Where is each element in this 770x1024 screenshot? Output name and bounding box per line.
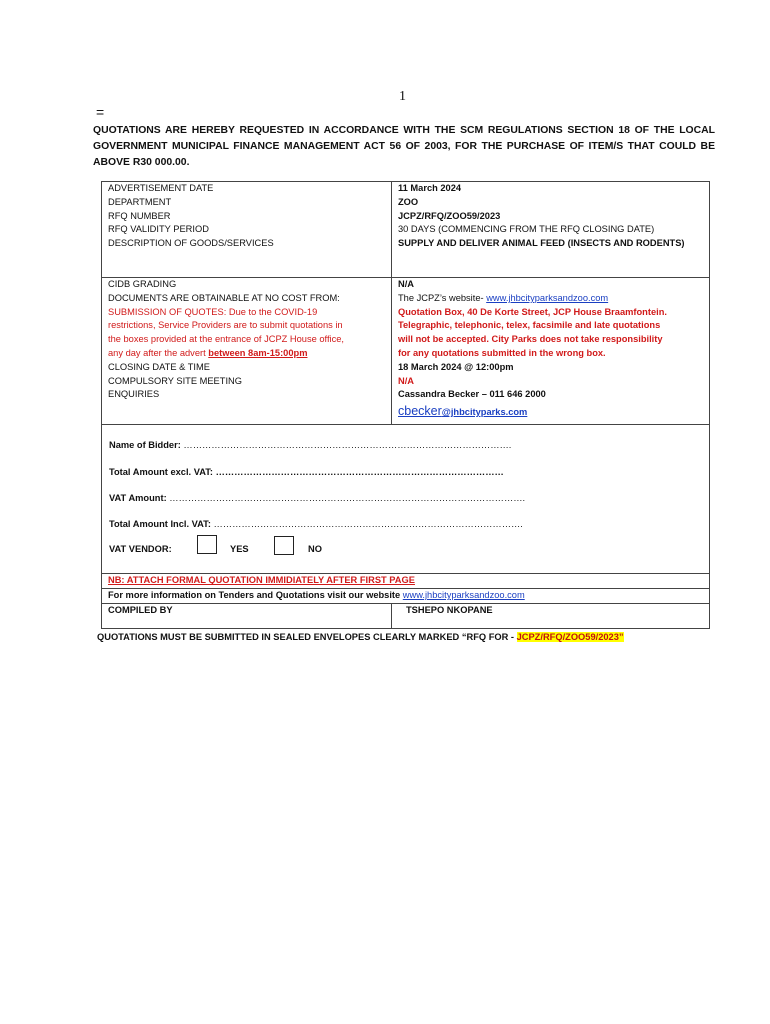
page-number: 1	[399, 89, 406, 104]
rfq-validity-label: RFQ VALIDITY PERIOD	[102, 223, 392, 237]
site-meeting-value: N/A	[392, 375, 710, 389]
enquiries-value	[392, 388, 710, 425]
footer-text: QUOTATIONS MUST BE SUBMITTED IN SEALED ENVELOPES CLEARLY MARKED “RFQ FOR -	[97, 632, 517, 642]
no-label: NO	[308, 544, 322, 555]
amount-incl-field[interactable]: ……………………………………………………………………………………….	[213, 519, 523, 530]
more-info	[102, 589, 710, 604]
bidder-name-field[interactable]: …………………………………………………………………………………………….	[183, 440, 512, 451]
row-nb-note	[102, 574, 710, 589]
documents-label: DOCUMENTS ARE OBTAINABLE AT NO COST FROM:	[102, 292, 392, 306]
rfq-number-label: RFQ NUMBER	[102, 210, 392, 224]
row-department	[102, 196, 710, 210]
cidb-value: N/A	[392, 277, 710, 291]
submission-value-line: Quotation Box, 40 De Korte Street, JCP House Braamfontein.	[398, 306, 667, 317]
more-info-text: For more information on Tenders and Quotations visit our website	[108, 590, 403, 601]
equals-mark: =	[96, 104, 105, 120]
row-description	[102, 237, 710, 251]
vat-amount-label: VAT Amount:	[109, 493, 170, 504]
enquiries-label: ENQUIRIES	[102, 388, 392, 425]
compiled-by-label: COMPILED BY	[102, 603, 392, 628]
documents-value-prefix: The JCPZ’s website-	[398, 292, 487, 303]
description-value: SUPPLY AND DELIVER ANIMAL FEED (INSECTS AND RODENTS)	[392, 237, 710, 251]
nb-note: NB: ATTACH FORMAL QUOTATION IMMIDIATELY AFTER FIRST PAGE	[102, 574, 710, 589]
row-rfq-validity	[102, 223, 710, 237]
cidb-label: CIDB GRADING	[102, 277, 392, 291]
row-submission	[102, 306, 710, 361]
closing-value: 18 March 2024 @ 12:00pm	[392, 361, 710, 375]
vat-amount-line	[109, 492, 525, 506]
bidder-name-label: Name of Bidder:	[109, 440, 181, 451]
row-site-meeting	[102, 375, 710, 389]
rfq-number-value: JCPZ/RFQ/ZOO59/2023	[392, 210, 710, 224]
enquiries-email[interactable]	[398, 402, 703, 421]
documents-value	[392, 292, 710, 306]
department-value: ZOO	[392, 196, 710, 210]
amount-excl-label: Total Amount excl. VAT:	[109, 467, 216, 478]
submission-time: between 8am-15:00pm	[208, 347, 308, 358]
rfq-form	[101, 181, 710, 629]
submission-value-line: Telegraphic, telephonic, telex, facsimile and late quotations	[398, 320, 661, 331]
description-label: DESCRIPTION OF GOODS/SERVICES	[102, 237, 392, 251]
department-label: DEPARTMENT	[102, 196, 392, 210]
footer-rfq-highlight: JCPZ/RFQ/ZOO59/2023”	[516, 632, 624, 642]
bidder-name-line	[109, 439, 511, 453]
footer-instruction	[97, 632, 624, 642]
row-bidder	[102, 425, 710, 574]
email-domain[interactable]: @jhbcityparks.com	[441, 407, 528, 418]
amount-incl-line	[109, 518, 523, 532]
submission-label	[102, 306, 392, 361]
more-info-link[interactable]: www.jhbcityparksandzoo.com	[402, 590, 525, 601]
row-more-info	[102, 589, 710, 604]
rfq-details-table	[101, 181, 710, 629]
site-meeting-label: COMPULSORY SITE MEETING	[102, 375, 392, 389]
row-enquiries	[102, 388, 710, 425]
row-documents	[102, 292, 710, 306]
row-cidb	[102, 277, 710, 291]
submission-value-line: will not be accepted. City Parks does not take responsibility	[398, 334, 663, 345]
rfq-validity-value: 30 DAYS (COMMENCING FROM THE RFQ CLOSING DATE)	[392, 223, 710, 237]
submission-label-line: the boxes provided at the entrance of JCPZ House office,	[108, 334, 345, 345]
submission-label-line: restrictions, Service Providers are to submit quotations in	[108, 320, 343, 331]
row-spacer	[102, 251, 710, 278]
intro-paragraph: QUOTATIONS ARE HEREBY REQUESTED IN ACCORDANCE WITH THE SCM REGULATIONS SECTION 18 OF THE LOCAL GOVERNMENT MUNICIPAL FINANCE MANAGEMENT ACT 56 OF 2003, FOR THE PURCHASE OF ITEM/S THAT COULD BE ABOVE R30 000.00.	[93, 125, 715, 168]
yes-label: YES	[230, 544, 249, 555]
submission-label-line	[108, 347, 385, 361]
row-compiled-by	[102, 603, 710, 628]
website-link[interactable]: www.jhbcityparksandzoo.com	[486, 292, 609, 303]
submission-value-line: for any quotations submitted in the wrong box.	[398, 347, 606, 358]
compiled-by-value: TSHEPO NKOPANE	[392, 603, 710, 628]
enquiries-contact: Cassandra Becker – 011 646 2000	[398, 389, 546, 400]
email-user[interactable]: cbecker	[398, 404, 442, 419]
advertisement-date-value: 11 March 2024	[392, 182, 710, 196]
vat-vendor-label: VAT VENDOR:	[109, 544, 172, 555]
advertisement-date-label: ADVERTISEMENT DATE	[102, 182, 392, 196]
vat-vendor-no-checkbox[interactable]	[274, 536, 294, 555]
bidder-section	[102, 425, 709, 573]
vat-amount-field[interactable]: …………………………………………………………………………………………………….	[169, 493, 526, 504]
row-advertisement-date	[102, 182, 710, 196]
amount-excl-line	[109, 466, 504, 480]
closing-label: CLOSING DATE & TIME	[102, 361, 392, 375]
submission-label-line: SUBMISSION OF QUOTES: Due to the COVID-19	[108, 306, 318, 317]
submission-value	[392, 306, 710, 361]
row-closing	[102, 361, 710, 375]
vat-vendor-yes-checkbox[interactable]	[197, 535, 217, 554]
row-rfq-number	[102, 210, 710, 224]
submission-label-line-text: any day after the advert	[108, 347, 209, 358]
amount-excl-field[interactable]: …………………………………………………………………………………	[215, 467, 504, 478]
amount-incl-label: Total Amount Incl. VAT:	[109, 519, 214, 530]
